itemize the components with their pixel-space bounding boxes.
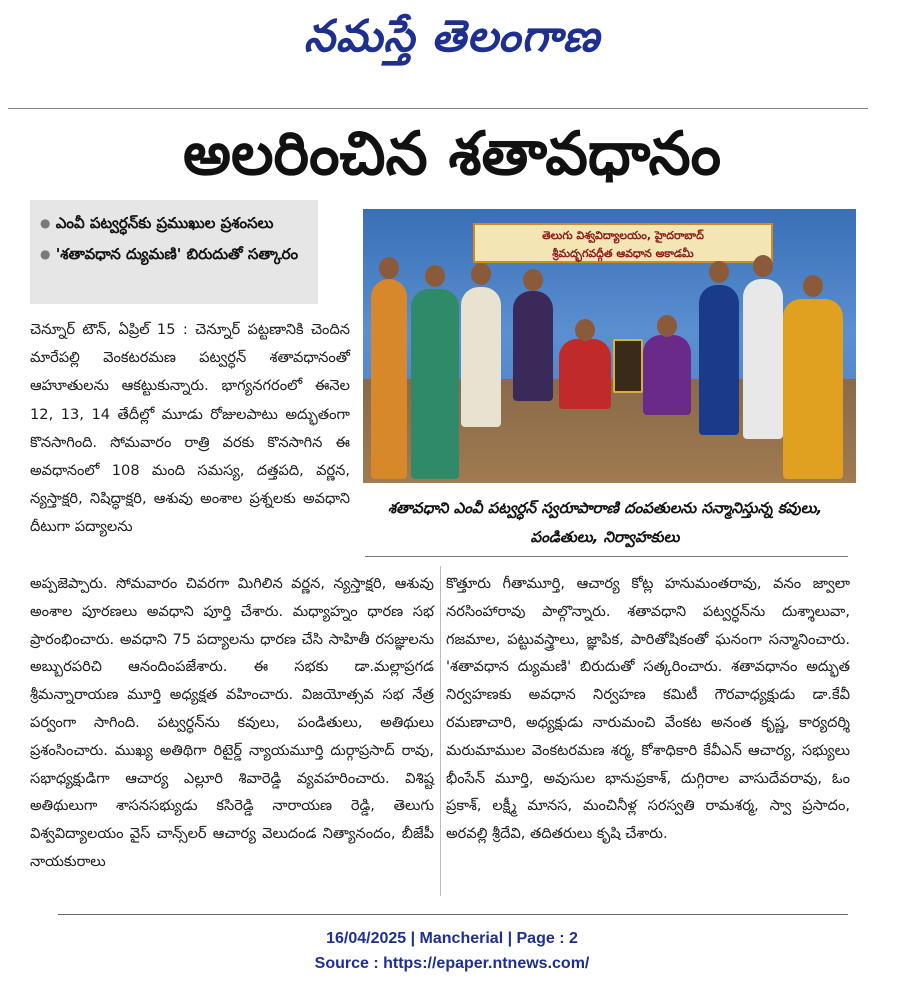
highlight-1-text: ఎంవీ పట్వర్ధన్‌కు ప్రముఖుల ప్రశంసలు: [55, 214, 274, 232]
photo-person: [699, 285, 739, 435]
article-column-left-top: చెన్నూర్ టౌన్, ఏప్రిల్ 15 : చెన్నూర్ పట్టణానికి చెందిన మారేపల్లి వెంకటరమణ పట్వర్ధన్ శతావధానంతో ఆహూతులను ఆకట్టుకున్నారు. భాగ్యనగరంలో ఈనెల 12, 13, 14 తేదీల్లో మూడు రోజులపాటు అద్భుతంగా కొనసాగింది. సోమవారం రాత్రి వరకు కొనసాగిన ఈ అవధానంలో 108 మంది సమస్య, దత్తపది, వర్ణన, న్యస్తాక్షరి, నిషిద్ధాక్షరి, ఆశువు అంశాల ప్రశ్నలకు అవధాని దీటుగా పద్యాలను: [30, 321, 350, 536]
photo-head: [425, 265, 445, 287]
article-column-right: కొత్తూరు గీతామూర్తి, ఆచార్య కోట్ల హనుమంతరావు, వనం జ్వాలా నరసింహారావు పాల్గొన్నారు. శతావధాని పట్వర్ధన్‌ను దుశ్శాలువా, గజమాల, పట్టువస్త్రాలు, జ్ఞాపిక, పారితోషికంతో ఘనంగా సన్మానించారు. 'శతావధాన ద్యుమణి' బిరుదుతో సత్కరించారు. శతావధానం అద్భుత నిర్వహణకు అవధాన నిర్వహణ కమిటీ గౌరవాధ్యక్షుడు డా.కేవీ రమణాచారి, అధ్యక్షుడు నారుమంచి వేంకట అనంత కృష్ణ, కార్యదర్శి మరుమాముల వెంకటరమణ శర్మ, కోశాధికారి కేవీఎన్ ఆచార్య, సభ్యులు భీంసేన్ మూర్తి, అవుసుల భానుప్రకాశ్, దుగ్గిరాల వాసుదేవరావు, ఓం ప్రకాశ్, లక్ష్మీ మానస, మంచినీళ్ల సరస్వతి రామశర్మ, స్వా ప్రసాదం, అరవల్లి శ్రీదేవి, తదితరులు కృషి చేశారు.: [446, 575, 850, 843]
edition-info: 16/04/2025 | Mancherial | Page : 2: [326, 930, 578, 947]
photo-head: [753, 255, 773, 277]
headline: అలరించిన శతావధానం: [183, 119, 721, 189]
photo-caption: శతావధాని ఎంవీ పట్వర్ధన్ స్వరూపారాణి దంపతులను సన్మానిస్తున్న కవులు, పండితులు, నిర్వాహకులు: [387, 499, 823, 546]
photo-person: [743, 279, 783, 439]
article-column-left: అప్పజెప్పారు. సోమవారం చివరగా మిగిలిన వర్ణన, న్యస్తాక్షరి, ఆశువు అంశాల పూరణలు అవధాని పూర్తి చేశారు. మధ్యాహ్నం ధారణ సభ ప్రారంభించారు. అవధాని 75 పద్యాలను ధారణ చేసి సాహితీ రసజ్ఞులను అబ్బురపరిచి ఆనందింపజేశారు. ఈ సభకు డా.మల్లాప్రగడ శ్రీమన్నారాయణ మూర్తి అధ్యక్షత వహించారు. విజయోత్సవ సభ నేత్ర పర్వంగా సాగింది. పట్వర్ధన్‌ను కవులు, పండితులు, అతిథులు ప్రశంసించారు. ముఖ్య అతిథిగా రిటైర్డ్ న్యాయమూర్తి దుర్గాప్రసాద్ రావు, సభాధ్యక్షుడిగా ఆచార్య ఎల్లూరి శివారెడ్డి వ్యవహరించారు. విశిష్ట అతిథులుగా శాసనసభ్యుడు కసిరెడ్డి నారాయణ రెడ్డి, తెలుగు విశ్వవిద్యాలయం వైస్ చాన్స్‌లర్ ఆచార్య వెలుదండ నిత్యానందం, బీజేపీ నాయకురాలు: [30, 575, 434, 870]
bullet-icon: ●: [40, 216, 51, 230]
photo-head: [523, 269, 543, 291]
photo-head: [657, 315, 677, 337]
photo-person: [513, 291, 553, 401]
highlight-2-text: 'శతావధాన ద్యుమణి' బిరుదుతో సత్కారం: [55, 245, 299, 263]
photo-person: [371, 279, 407, 479]
bullet-icon: ●: [40, 247, 51, 261]
photo-head: [379, 257, 399, 279]
photo-head: [471, 263, 491, 285]
caption-divider: [365, 556, 848, 557]
banner-line-2: శ్రీమద్భగవద్గీత ఆవధాన అకాడమీ: [552, 247, 694, 260]
top-divider: [8, 108, 868, 109]
source-link[interactable]: Source : https://epaper.ntnews.com/: [314, 955, 590, 972]
photo-person: [559, 339, 611, 409]
highlights-box: [30, 200, 318, 304]
photo-person: [643, 335, 691, 415]
photo-banner: [473, 223, 773, 263]
highlight-1: [40, 208, 308, 239]
photo-person: [783, 299, 843, 479]
photo-person: [613, 339, 643, 393]
bottom-divider: [58, 914, 848, 915]
photo-head: [709, 261, 729, 283]
masthead-logo: నమస్తే తెలంగాణ: [303, 11, 601, 62]
news-photo: [363, 209, 856, 483]
photo-head: [575, 319, 595, 341]
photo-person: [411, 289, 459, 479]
banner-line-1: తెలుగు విశ్వవిద్యాలయం, హైదరాబాద్: [542, 229, 704, 242]
photo-person: [461, 287, 501, 427]
highlight-2: [40, 239, 308, 270]
photo-head: [803, 275, 823, 297]
column-divider: [440, 566, 441, 896]
